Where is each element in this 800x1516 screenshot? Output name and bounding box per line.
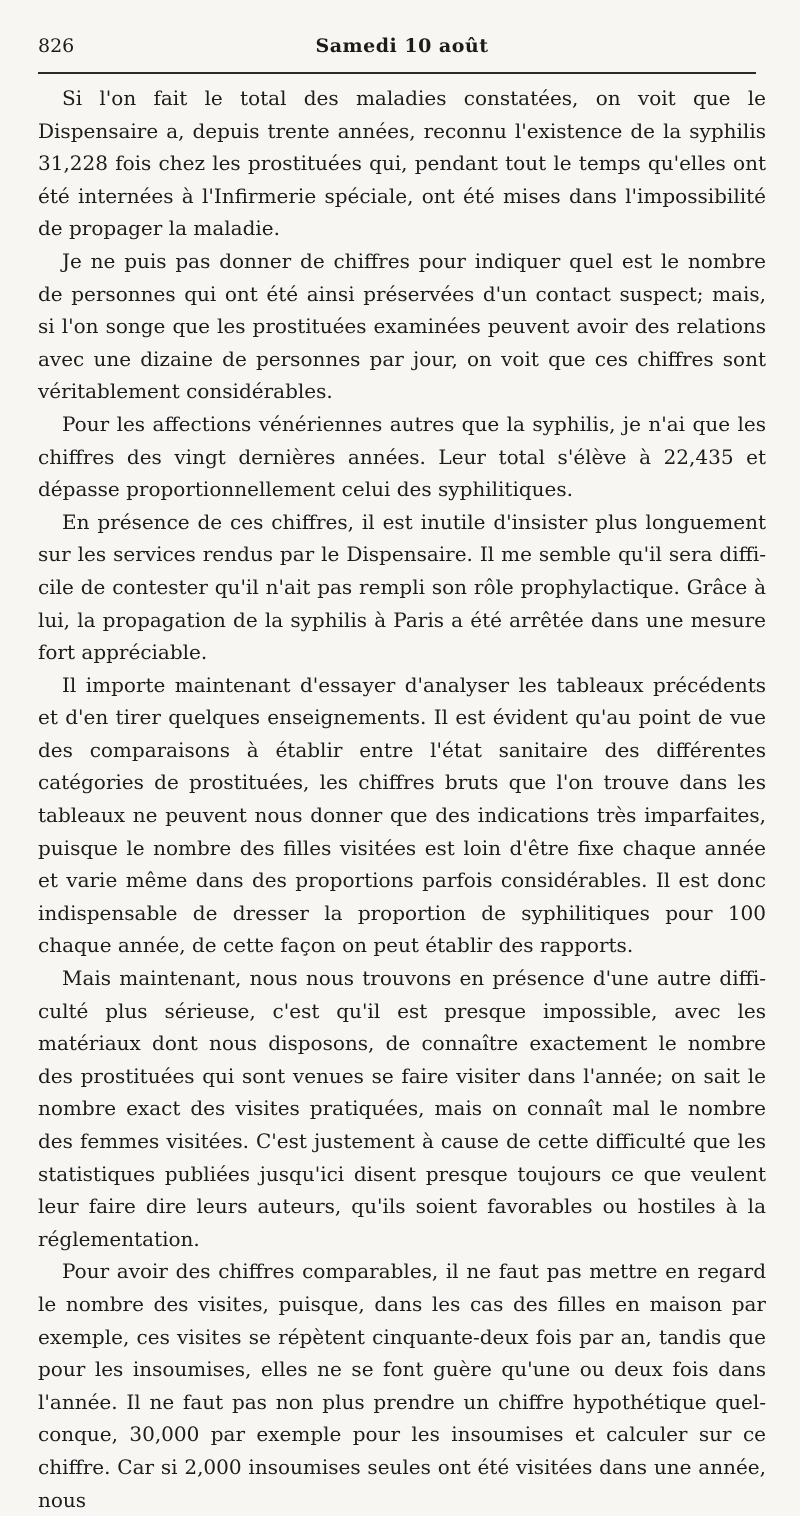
header-rule [38, 72, 756, 74]
paragraph: En présence de ces chiffres, il est inutile d'insister plus longuement sur les services rendus par le Dispensaire. Il me semble qu'il sera difficile de contester qu'il n'ait pas rempli son rôle prophylactique. Grâce à lui, la propagation de la syphilis à Paris a été arrêtée dans une mesure fort appréciable. [38, 509, 766, 665]
paragraph: Mais maintenant, nous nous trouvons en présence d'une autre difficulté plus sérieuse, c'est qu'il est presque impossible, avec les matériaux dont nous disposons, de connaître exactement le nombre des prostituées qui sont venues se faire visiter dans l'année; on sait le nombre exact des visites pratiquées, mais on connaît mal le nombre des femmes visitées. C'est justement à cause de cette difficulté que les statistiques publiées jusqu'ici disent presque toujours ce que veulent leur faire dire leurs auteurs, qu'ils soient favorables ou hostiles à la réglementation. [38, 966, 766, 1251]
page-header [38, 30, 766, 62]
page-number: 826 [38, 35, 75, 57]
paragraph: Pour avoir des chiffres comparables, il ne faut pas mettre en regard le nombre des visites, puisque, dans les cas des filles en maison par exemple, ces visites se répètent cinquante-deux fois par an, tandis que pour les insoumises, elles ne se font guère qu'une ou deux fois dans l'année. Il ne faut pas non plus prendre un chiffre hypothétique quelconque, 30,000 par exemple pour les insoumises et calculer sur ce chiffre. Car si 2,000 insoumises seules ont été visitées dans une année, nous [38, 1259, 766, 1512]
paragraph: Je ne puis pas donner de chiffres pour indiquer quel est le nombre de personnes qui ont été ainsi préservées d'un contact suspect; mais, si l'on songe que les prostituées examinées peuvent avoir des relations avec une dizaine de personnes par jour, on voit que ces chiffres sont véritablement considérables. [38, 248, 766, 404]
running-title: Samedi 10 août [315, 35, 489, 57]
paragraph: Pour les affections vénériennes autres que la syphilis, je n'ai que les chiffres des vingt dernières années. Leur total s'élève à 22,435 et dépasse proportionnellement celui des syphilitiques. [38, 411, 766, 502]
paragraph: Il importe maintenant d'essayer d'analyser les tableaux précédents et d'en tirer quelques enseignements. Il est évident qu'au point de vue des comparaisons à établir entre l'état sanitaire des différentes catégories de prostituées, les chiffres bruts que l'on trouve dans les tableaux ne peuvent nous donner que des indications très imparfaites, puisque le nombre des filles visitées est loin d'être fixe chaque année et varie même dans des proportions parfois considérables. Il est donc indispensable de dresser la proportion de syphilitiques pour 100 chaque année, de cette façon on peut établir des rapports. [38, 672, 766, 958]
paragraph: Si l'on fait le total des maladies constatées, on voit que le Dispensaire a, depuis trente années, reconnu l'existence de la syphilis 31,228 fois chez les prostituées qui, pendant tout le temps qu'elles ont été internées à l'Infirmerie spéciale, ont été mises dans l'impossibilité de propager la maladie. [38, 86, 766, 241]
body-text [38, 82, 766, 1516]
